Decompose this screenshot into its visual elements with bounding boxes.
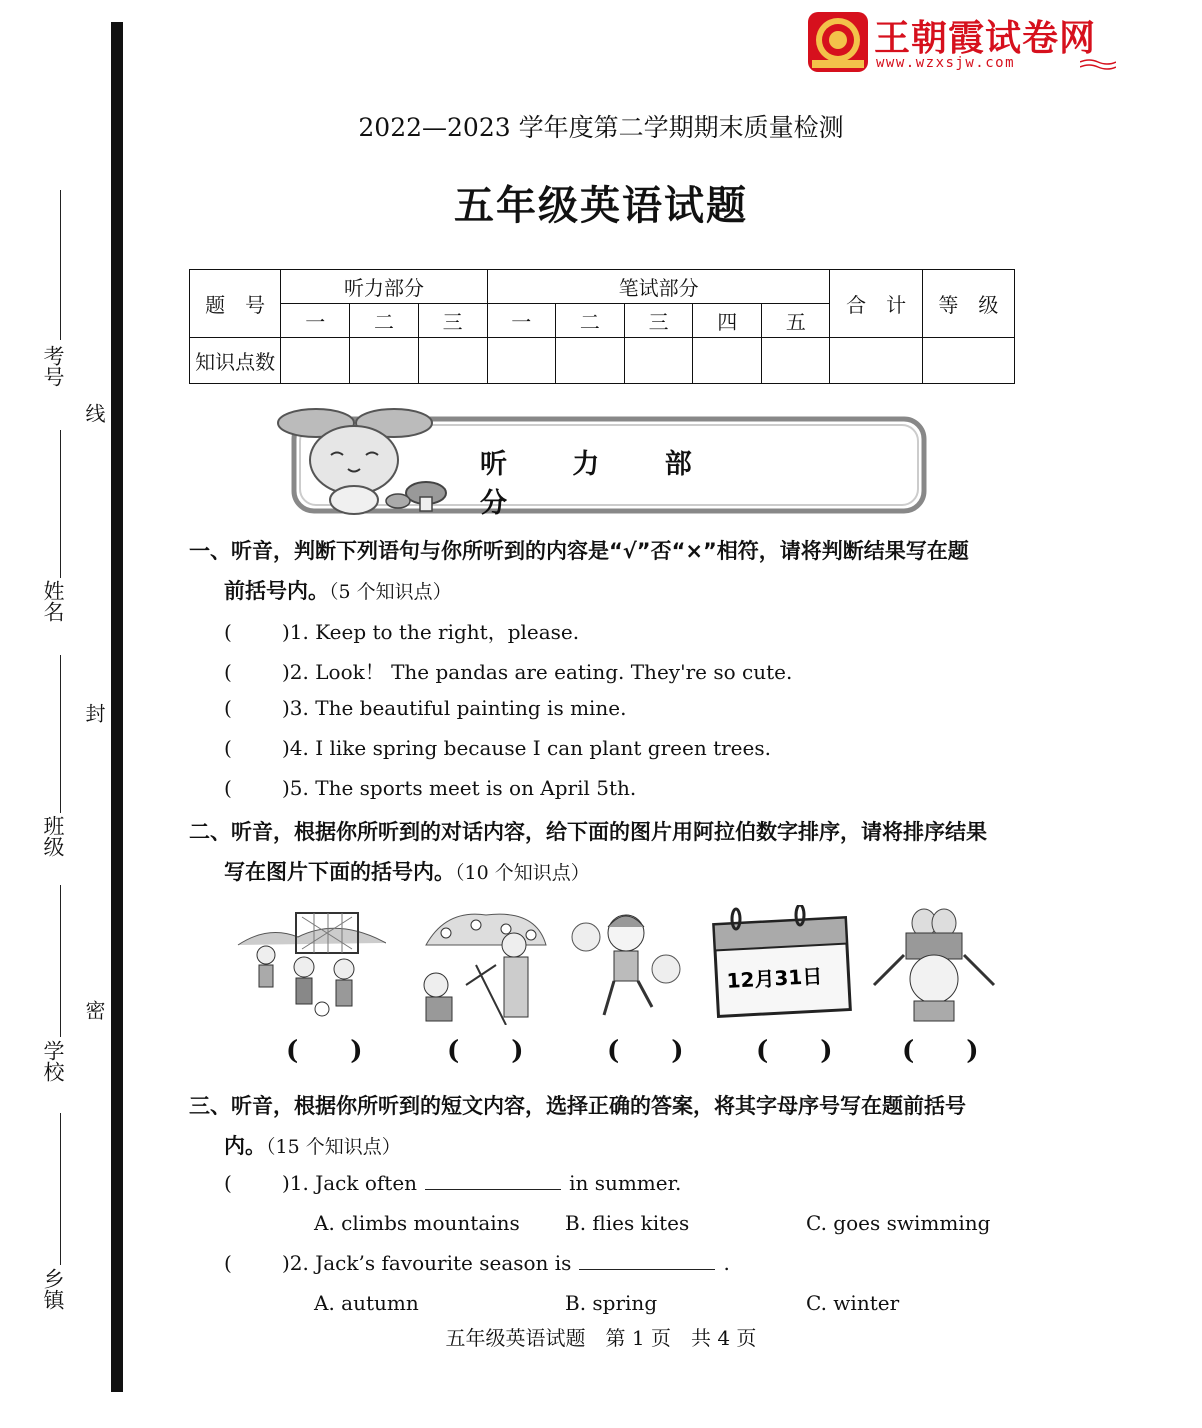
q3-1-option-a: A. climbs mountains [314, 1211, 520, 1235]
binding-mark-seal: 封 [82, 703, 106, 723]
logo-emblem-icon [806, 10, 872, 74]
binding-mark-line: 线 [82, 403, 106, 423]
q1-heading-cont: 前括号内。（5 个知识点） [224, 579, 452, 603]
q3-item-2: ( )2. Jack’s favourite season is . [224, 1251, 730, 1275]
school-label: 学校 [41, 1040, 65, 1082]
score-table [189, 269, 1015, 384]
exam-subtitle: 2022—2023 学年度第二学期期末质量检测 [358, 113, 844, 142]
score-cell[interactable] [625, 338, 693, 384]
total-header: 合 计 [830, 270, 922, 338]
town-line [60, 1113, 61, 1265]
score-cell[interactable] [418, 338, 487, 384]
logo-url: www.wzxsjw.com [876, 55, 1016, 71]
answer-paren-3[interactable]: ( ) [607, 1036, 684, 1066]
grade-header: 等 级 [922, 270, 1014, 338]
score-cell[interactable] [487, 338, 555, 384]
q1-heading: 一、听音，判断下列语句与你所听到的内容是“√”否“×”相符，请将判断结果写在题 [189, 539, 969, 563]
logo-wave-icon [1080, 58, 1116, 72]
school-line [60, 885, 61, 1037]
answer-blank[interactable] [579, 1251, 715, 1270]
answer-paren-1[interactable]: ( ) [286, 1036, 363, 1066]
rabbit-hat-picture [866, 905, 1016, 1025]
q1-item-5: ( )5. The sports meet is on April 5th. [224, 776, 637, 800]
binding-mark-secret: 密 [82, 1000, 106, 1020]
cheerleader-picture [566, 905, 716, 1025]
answer-paren-2[interactable]: ( ) [447, 1036, 524, 1066]
writing-header: 笔试部分 [487, 270, 830, 304]
q3-2-option-a: A. autumn [314, 1291, 419, 1315]
q2-heading-cont: 写在图片下面的括号内。（10 个知识点） [224, 860, 590, 884]
q1-item-2: ( )2. Look！ The pandas are eating. They're so cute. [224, 660, 793, 684]
class-label: 班级 [41, 815, 65, 857]
listening-header: 听力部分 [281, 270, 487, 304]
score-cell[interactable] [762, 338, 830, 384]
score-cell[interactable] [922, 338, 1014, 384]
answer-blank[interactable] [425, 1171, 561, 1190]
name-line [60, 430, 61, 578]
write-num-1: 一 [487, 304, 555, 338]
calendar-date-text: 12月31日 [726, 963, 823, 993]
listen-num-2: 二 [350, 304, 418, 338]
town-label: 乡镇 [41, 1268, 65, 1310]
write-num-2: 二 [555, 304, 624, 338]
q3-2-option-b: B. spring [565, 1291, 658, 1315]
apple-picking-picture [406, 905, 556, 1025]
answer-paren-4[interactable]: ( ) [756, 1036, 833, 1066]
write-num-3: 三 [625, 304, 693, 338]
score-cell[interactable] [281, 338, 350, 384]
q3-2-option-c: C. winter [806, 1291, 900, 1315]
page-footer: 五年级英语试题 第 1 页 共 4 页 [445, 1326, 757, 1350]
score-cell[interactable] [350, 338, 418, 384]
score-cell[interactable] [555, 338, 624, 384]
q2-heading: 二、听音，根据你所听到的对话内容，给下面的图片用阿拉伯数字排序，请将排序结果 [189, 820, 987, 844]
q3-1-option-c: C. goes swimming [806, 1211, 991, 1235]
page-title: 五年级英语试题 [454, 182, 748, 229]
write-num-5: 五 [762, 304, 830, 338]
score-cell[interactable] [830, 338, 922, 384]
exam-number-label: 考号 [41, 345, 65, 387]
write-num-4: 四 [693, 304, 762, 338]
q1-item-1: ( )1. Keep to the right，please. [224, 620, 580, 644]
calendar-picture [712, 905, 862, 1025]
answer-paren-5[interactable]: ( ) [902, 1036, 979, 1066]
q3-heading-cont: 内。（15 个知识点） [224, 1134, 401, 1158]
q1-item-3: ( )3. The beautiful painting is mine. [224, 696, 627, 720]
logo-text: 王朝霞试卷网 [874, 18, 1097, 59]
class-line [60, 655, 61, 813]
listen-num-3: 三 [418, 304, 487, 338]
score-cell[interactable] [693, 338, 762, 384]
row-label: 知识点数 [190, 338, 281, 384]
q1-item-4: ( )4. I like spring because I can plant green trees. [224, 736, 771, 760]
q3-1-option-b: B. flies kites [565, 1211, 690, 1235]
q3-item-1: ( )1. Jack often in summer. [224, 1171, 682, 1195]
name-label: 姓名 [41, 580, 65, 622]
section-banner-title: 听 力 部 分 [480, 449, 720, 519]
listen-num-1: 一 [281, 304, 350, 338]
q3-heading: 三、听音，根据你所听到的短文内容，选择正确的答案，将其字母序号写在题前括号 [189, 1094, 966, 1118]
col-title-cell: 题 号 [190, 270, 281, 338]
football-picture [236, 905, 386, 1025]
